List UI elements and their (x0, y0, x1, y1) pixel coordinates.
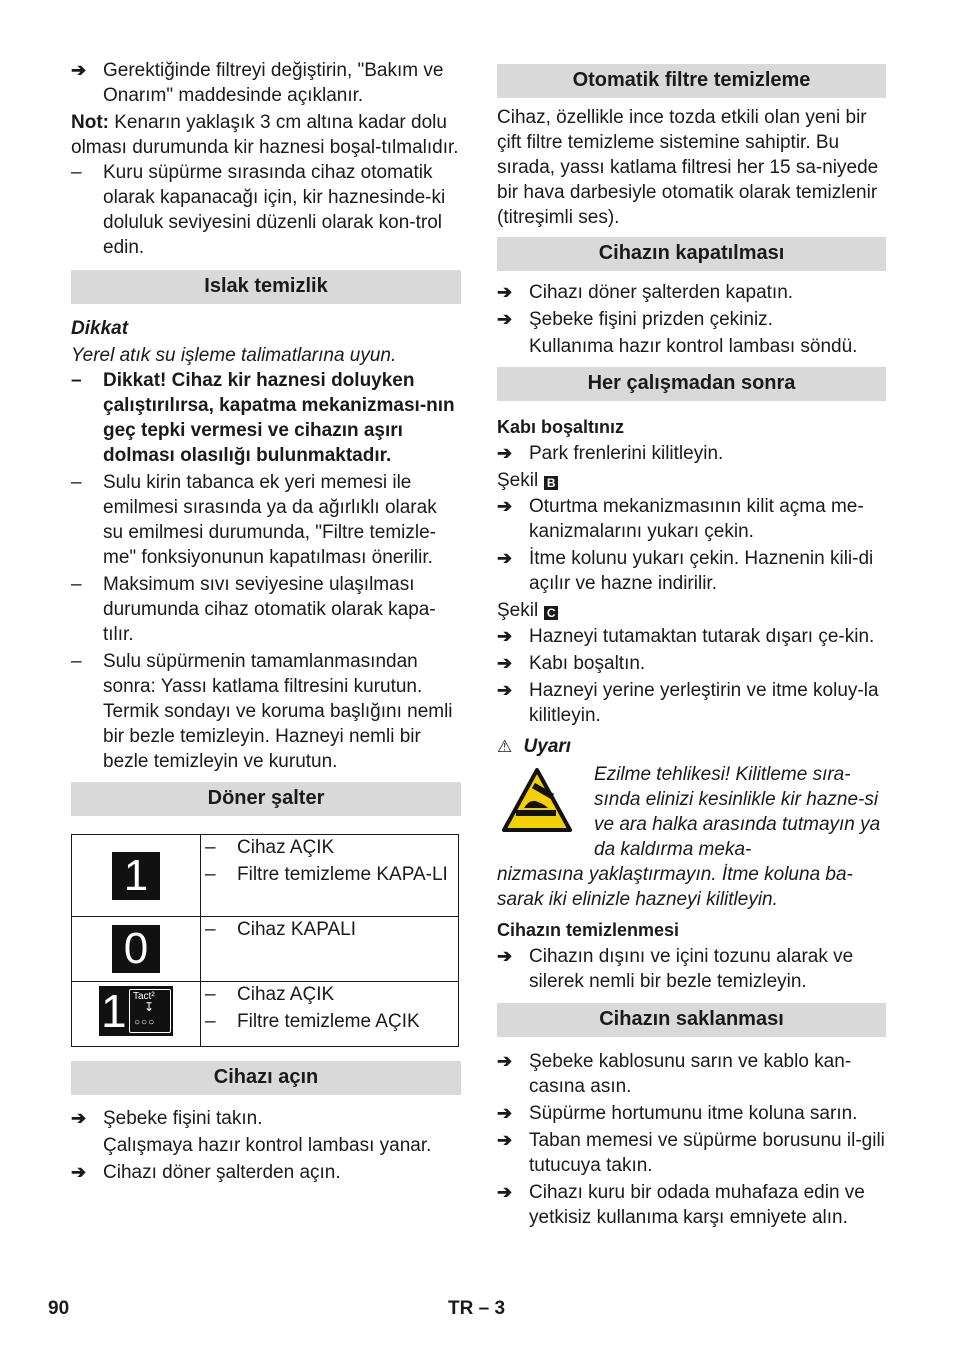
section-heading-on: Cihazı açın (71, 1061, 461, 1095)
auto-filter-text: Cihaz, özellikle ince tozda etkili olan yeni bir çift filtre temizleme sistemine sahiptir. Bu sırada, yassı katlama filtresi her 15 sa-niyede bir hava darbesiyle otomatik olarak temizlenir (titreşimli ses). (497, 107, 879, 228)
switch-line: – Filtre temizleme KAPA-LI (205, 862, 450, 887)
switch-symbol-cell (72, 835, 201, 917)
figure-c-ref (497, 598, 886, 623)
position-1-icon: 1 (112, 852, 160, 900)
switch-line: – Cihaz AÇIK (205, 835, 450, 860)
warning-text-full: nizmasına yaklaştırmayın. İtme koluna ba-sarak iki elinizle hazneyi kilitleyin. (497, 864, 853, 910)
warning-text-wrapped: Ezilme tehlikesi! Kilitleme sıra-sında elinizi kesinlikle kir hazne-si ve ara halka arasında tutmayın ya da kaldırma meka- (594, 764, 881, 860)
language-code: TR (448, 1298, 474, 1319)
switch-symbol-cell (72, 917, 201, 982)
switch-row (72, 982, 459, 1047)
step-switch-off: ➔ Cihazı döner şalterden kapatın. (497, 280, 886, 305)
step-switch-on: ➔ Cihazı döner şalterden açın. (71, 1160, 461, 1185)
switch-row (72, 835, 459, 917)
position-1-glyph: 1 (101, 984, 127, 1037)
section-heading-wet: Islak temizlik (71, 270, 461, 304)
section-heading-auto-filter: Otomatik filtre temizleme (497, 64, 886, 98)
section-heading-storage: Cihazın saklanması (497, 1003, 886, 1037)
storage-step: ➔ Şebeke kablosunu sarın ve kablo kan-casına asın. (497, 1049, 886, 1099)
wet-item: – Maksimum sıvı seviyesine ulaşılması durumunda cihaz otomatik olarak kapa-tılır. (71, 572, 461, 647)
warning-heading (497, 734, 886, 759)
figure-label: Şekil (497, 470, 539, 491)
empty-subheading: Kabı boşaltınız (497, 417, 625, 437)
figure-label: Şekil (497, 600, 539, 621)
step-park-brake: ➔ Park frenlerini kilitleyin. (497, 441, 886, 466)
footer-section (448, 1296, 505, 1321)
storage-step: ➔ Taban memesi ve süpürme borusunu il-gili tutucuya takın. (497, 1128, 886, 1178)
section-heading-after: Her çalışmadan sonra (497, 367, 886, 401)
switch-table (71, 834, 459, 1047)
switch-text-cell (201, 917, 459, 982)
tact-label: Tact² (133, 990, 155, 1002)
step-change-filter: ➔ Gerektiğinde filtreyi değiştirin, "Bakım ve Onarım" maddesinde açıklanır. (71, 58, 461, 108)
dots-icon: ○○○ (134, 1016, 156, 1028)
section-heading-off: Cihazın kapatılması (497, 237, 886, 271)
right-column (497, 64, 886, 1230)
step-plug-in-note: Çalışmaya hazır kontrol lambası yanar. (103, 1135, 432, 1156)
section-heading-switch: Döner şalter (71, 782, 461, 816)
tact-filter-cleaning-icon (99, 986, 173, 1036)
wet-item: – Sulu süpürmenin tamamlanmasından sonra: Yassı katlama filtresini kurutun. Termik sondayı ve koruma başlığını nemli bir bezle temizleyin. Hazneyi nemli bir bezle temizleyin ve kurutun. (71, 649, 461, 774)
clean-subheading: Cihazın temizlenmesi (497, 920, 680, 940)
switch-text-cell (201, 982, 459, 1047)
note-label: Not: (71, 112, 109, 133)
tact-box (129, 989, 171, 1033)
note-dash-item: – Kuru süpürme sırasında cihaz otomatik olarak kapanacağı için, kir haznesinde-ki doluluk seviyesini düzenli olarak kon-trol edin. (71, 160, 461, 260)
warning-label: Uyarı (523, 736, 572, 757)
step-replace-container: ➔ Hazneyi yerine yerleştirin ve itme koluy-la kilitleyin. (497, 678, 886, 728)
figure-b-ref (497, 468, 886, 493)
crush-hazard-icon (502, 768, 572, 832)
warning-triangle-icon: ⚠ (497, 737, 513, 756)
warning-block (497, 762, 886, 912)
switch-line: – Filtre temizleme AÇIK (205, 1009, 450, 1034)
page-number: 90 (48, 1298, 70, 1319)
left-column (71, 58, 461, 1185)
step-unplug-note: Kullanıma hazır kontrol lambası söndü. (529, 336, 858, 357)
section-page: – 3 (478, 1298, 506, 1319)
switch-row (72, 917, 459, 982)
caution-label: Dikkat (71, 318, 129, 339)
caution-text: Yerel atık su işleme talimatlarına uyun. (71, 345, 397, 366)
note-text: Kenarın yaklaşık 3 cm altına kadar dolu olması durumunda kir haznesi boşal-tılmalıdır. (71, 112, 459, 158)
wet-item: – Dikkat! Cihaz kir haznesi doluyken çalıştırılırsa, kapatma mekanizması-nın geç tepki vermesi ve cihazın aşırı dolması olasılığı bulunmaktadır. (71, 368, 461, 468)
switch-text-cell (201, 835, 459, 917)
step-unlock: ➔ Oturtma mekanizmasının kilit açma me-kanizmalarını yukarı çekin. (497, 494, 886, 544)
switch-line: – Cihaz AÇIK (205, 982, 450, 1007)
figure-c-icon: C (544, 606, 558, 620)
switch-symbol-cell (72, 982, 201, 1047)
note (71, 110, 461, 160)
figure-b-icon: B (544, 476, 558, 490)
storage-step: ➔ Cihazı kuru bir odada muhafaza edin ve yetkisiz kullanıma karşı emniyete alın. (497, 1180, 886, 1230)
down-arrow-icon: ↧ (144, 999, 155, 1014)
step-clean-device: ➔ Cihazın dışını ve içini tozunu alarak ve silerek nemli bir bezle temizleyin. (497, 944, 886, 994)
step-push-handle: ➔ İtme kolunu yukarı çekin. Haznenin kili-di açılır ve hazne indirilir. (497, 546, 886, 596)
position-0-icon: 0 (112, 925, 160, 973)
step-pull-container: ➔ Hazneyi tutamaktan tutarak dışarı çe-kin. (497, 624, 886, 649)
wet-item: – Sulu kirin tabanca ek yeri memesi ile emilmesi sırasında ya da ağırlıklı olarak su emilmesi durumunda, "Filtre temizle-me" fonksiyonunun kapatılması önerilir. (71, 470, 461, 570)
step-plug-in: ➔ Şebeke fişini takın. (71, 1106, 461, 1131)
storage-step: ➔ Süpürme hortumunu itme koluna sarın. (497, 1101, 886, 1126)
step-unplug: ➔ Şebeke fişini prizden çekiniz. (497, 307, 886, 332)
switch-line: – Cihaz KAPALI (205, 917, 450, 942)
step-empty-container: ➔ Kabı boşaltın. (497, 651, 886, 676)
